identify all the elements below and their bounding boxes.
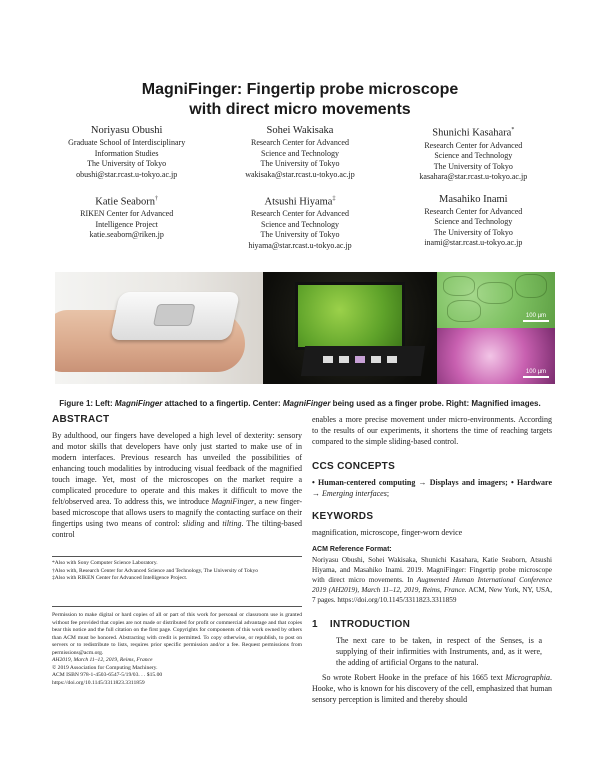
reference-heading: ACM Reference Format:	[312, 546, 392, 553]
author-affiliation: Science and Technology	[261, 219, 339, 229]
author-card	[213, 124, 386, 183]
author-email[interactable]: wakisaka@star.rcast.u-tokyo.ac.jp	[245, 169, 355, 179]
monitor-screen	[295, 282, 405, 350]
author-block	[40, 124, 560, 251]
author-name: Masahiko Inami	[439, 193, 508, 205]
paper-title	[0, 80, 600, 120]
magnified-images	[437, 272, 555, 384]
ccs-text: • Human-centered computing → Displays and imagers; • Hardware → Emerging interfaces;	[312, 478, 552, 498]
right-column	[312, 414, 552, 705]
author-affiliation: Science and Technology	[261, 148, 339, 158]
author-affiliation: Science and Technology	[434, 151, 513, 160]
author-affiliation: Research Center for Advanced	[424, 206, 523, 216]
abstract-text: By adulthood, our fingers have developed a high level of dexterity: sensory and motor skills that developers have only just started to make use of in modern interfaces. Previous research has unveiled the possibilities of enhancing touch modalities by introducing visual feedback of the magnified touch image. Yet, most of the microscopes on the market require a complicated procedure to operate and this makes it difficult to move the felt/observed area. To address this, we introduce MagniFinger, a new finger-based microscope that allows users to magnify the contacting surface on their fingertips using two means of control: sliding and tilting. The tilting-based control	[52, 431, 303, 539]
author-affiliation: Research Center for Advanced	[424, 140, 523, 150]
author-affiliation: The University of Tokyo	[433, 227, 513, 237]
author-email[interactable]: hiyama@star.rcast.u-tokyo.ac.jp	[248, 240, 352, 250]
author-name: Katie Seaborn	[95, 196, 156, 207]
author-affiliation: Graduate School of Interdisciplinary	[68, 138, 186, 147]
footnote: ‡Also with RIKEN Center for Advanced Intelligence Project.	[52, 575, 188, 581]
author-email[interactable]: katie.seaborn@riken.jp	[89, 230, 164, 239]
author-name: Atsushi Hiyama	[264, 196, 333, 207]
author-card	[40, 193, 213, 252]
author-affiliation: The University of Tokyo	[260, 159, 340, 168]
magnified-image-green	[437, 272, 555, 328]
author-footnote-mark: †	[155, 195, 159, 202]
probe-usage-photo	[263, 272, 437, 384]
scale-bar: 100 µm	[523, 369, 549, 378]
author-card	[387, 124, 560, 183]
copyright-line: © 2019 Association for Computing Machinery.	[52, 664, 158, 671]
author-name: Noriyasu Obushi	[90, 125, 163, 136]
author-card	[40, 124, 213, 183]
author-footnote-mark: *	[511, 127, 515, 133]
author-affiliation: The University of Tokyo	[260, 230, 340, 239]
author-affiliation: Science and Technology	[434, 217, 513, 226]
intro-text: So wrote Robert Hooke in the preface of his 1665 text Micrographia. Hooke, who is known for his discovery of the cell, emphasized that human sensory perception is limited and thereby should	[312, 673, 552, 704]
hooke-quote: The next care to be taken, in respect of the Senses, is a supplying of their infirmities with Instruments, and, as it were, the adding of artificial Organs to the natural.	[336, 636, 542, 667]
abstract-continued: enables a more precise movement under micro-environments. According to the results of our experiments, it shortens the time of reaching targets compared to the simple sliding-based control.	[312, 415, 552, 446]
isbn-line: ACM ISBN 978-1-4503-6547-5/19/03. . . $15.00	[52, 672, 163, 678]
ccs-heading: CCS CONCEPTS	[312, 461, 396, 472]
footnotes	[52, 556, 302, 583]
author-affiliation: Research Center for Advanced	[251, 138, 349, 147]
author-affiliation: RIKEN Center for Advanced	[80, 209, 174, 218]
intro-heading: 1 INTRODUCTION	[312, 619, 411, 630]
magnifinger-device	[110, 292, 240, 340]
author-email[interactable]: kasahara@star.rcast.u-tokyo.ac.jp	[419, 172, 528, 181]
author-name: Shunichi Kasahara	[432, 127, 512, 139]
footnote: *Also with Sony Computer Science Laboratory.	[52, 560, 158, 566]
permission-text: Permission to make digital or hard copies of all or part of this work for personal or classroom use is granted without fee provided that copies are not made or distributed for profit or commercial advantage and that copies bear this notice and the full citation on the first page. Copyrights for components of this work owned by others than ACM must be honored. Abstracting with credit is permitted. To copy otherwise, or republish, to post on servers or to redistribute to lists, requires prior specific permission and/or a fee. Request permissions from permissions@acm.org.	[52, 612, 302, 656]
author-email[interactable]: inami@star.rcast.u-tokyo.ac.jp	[424, 238, 523, 247]
author-footnote-mark: ‡	[332, 195, 336, 202]
title-line-1: MagniFinger: Fingertip probe microscope	[141, 81, 459, 98]
reference-text: Noriyasu Obushi, Sohei Wakisaka, Shunichi Kasahara, Katie Seaborn, Atsushi Hiyama, and Masahiko Inami. 2019. MagniFinger: Fingertip probe microscope with direct micro movements. In Augmented Human International Conference 2019 (AH2019), March 11–12, 2019, Reims, France. ACM, New York, NY, USA, 7 pages. https://doi.org/10.1145/3311823.3311859	[312, 556, 552, 604]
section-number: 1	[312, 619, 318, 630]
author-affiliation: The University of Tokyo	[433, 161, 513, 171]
author-email[interactable]: obushi@star.rcast.u-tokyo.ac.jp	[76, 169, 178, 179]
author-affiliation: The University of Tokyo	[87, 159, 167, 168]
footnote: †Also with, Research Center for Advanced Science and Technology, The University of Tokyo	[52, 567, 258, 574]
abstract-heading: ABSTRACT	[52, 414, 110, 425]
permission-block	[52, 606, 302, 687]
keywords-text: magnification, microscope, finger-worn device	[312, 528, 463, 537]
figure-1	[55, 272, 555, 384]
author-affiliation: Research Center for Advanced	[251, 209, 349, 218]
conference-line: AH2019, March 11–12, 2019, Reims, France	[52, 657, 153, 663]
left-column	[52, 414, 302, 540]
author-card	[213, 193, 386, 252]
keywords-heading: KEYWORDS	[312, 511, 374, 522]
author-card	[387, 193, 560, 252]
author-affiliation: Information Studies	[94, 148, 159, 158]
author-affiliation: Intelligence Project	[95, 219, 158, 229]
doi-link[interactable]: https://doi.org/10.1145/3311823.3311859	[52, 679, 145, 686]
author-name: Sohei Wakisaka	[266, 125, 334, 136]
finger-photo	[55, 272, 263, 384]
scale-bar: 100 µm	[523, 313, 549, 322]
figure-caption: Figure 1: Left: MagniFinger attached to a fingertip. Center: MagniFinger being used as a finger probe. Right: Magnified images.	[59, 399, 541, 408]
title-line-2: with direct micro movements	[189, 101, 411, 118]
magnified-image-pink	[437, 328, 555, 384]
